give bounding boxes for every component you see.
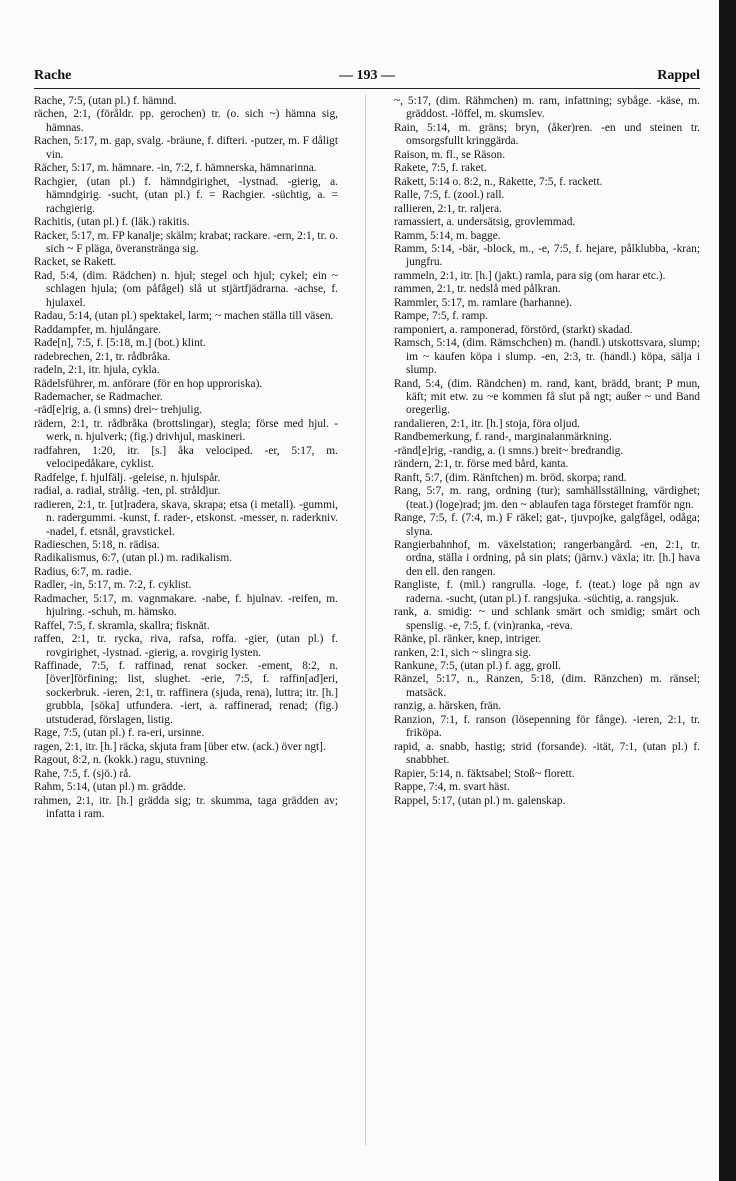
dictionary-entry: Rademacher, se Radmacher. <box>34 390 163 403</box>
dictionary-entry: Radikalismus, 6:7, (utan pl.) m. radikalism. <box>34 552 233 565</box>
dictionary-entry: Racket, se Rakett. <box>34 256 117 269</box>
dictionary-entry: Rappe, 7:4, m. svart häst. <box>394 781 510 794</box>
dictionary-entry: Rapier, 5:14, n. fäktsabel; Stoß~ florett. <box>394 767 575 780</box>
header-rule <box>34 88 700 89</box>
dictionary-entry: rallieren, 2:1, tr. raljera. <box>394 202 502 215</box>
dictionary-entry: Radieschen, 5:18, n. rädisa. <box>34 538 160 551</box>
dictionary-entry: Rangierbahnhof, m. växelstation; rangerbangård. -en, 2:1, tr. ordna, ställa i ordning, på sin plats; (järnv.) växla; itr. [h.] hava den ell. den rangen. <box>394 538 700 578</box>
dictionary-entry: Rächer, 5:17, m. hämnare. -in, 7:2, f. hämnerska, hämnarinna. <box>34 162 317 175</box>
dictionary-entry: rahmen, 2:1, itr. [h.] grädda sig; tr. skumma, taga grädden av; infatta i ram. <box>34 794 338 821</box>
dictionary-entry: Rampe, 7:5, f. ramp. <box>394 310 488 323</box>
dictionary-entry: Radmacher, 5:17, m. vagnmakare. -nabe, f. hjulnav. -reifen, m. hjulring. -schuh, m. hämsko. <box>34 592 338 619</box>
dictionary-entry: -ränd[e]rig, -randig, a. (i smns.) breit~ bredrandig. <box>394 444 624 457</box>
dictionary-entry: Rappel, 5:17, (utan pl.) m. galenskap. <box>394 794 566 807</box>
dictionary-entry: rapid, a. snabb, hastig; strid (forsande). -ität, 7:1, (utan pl.) f. snabbhet. <box>394 740 700 767</box>
page-header <box>34 68 700 88</box>
dictionary-entry: Rage, 7:5, (utan pl.) f. ra-eri, ursinne. <box>34 727 205 740</box>
dictionary-entry: radieren, 2:1, tr. [ut]radera, skava, skrapa; etsa (i metall). -gummi, n. radergummi. -kunst, f. rader-, etskonst. -messer, n. raderkniv. -nadel, f. etsnål, gravstickel. <box>34 498 338 538</box>
dictionary-entry: Rädelsführer, m. anförare (för en hop upproriska). <box>34 377 263 390</box>
dictionary-entry: randalieren, 2:1, itr. [h.] stoja, föra oljud. <box>394 417 580 430</box>
dictionary-entry: Radius, 6:7, m. radie. <box>34 565 132 578</box>
dictionary-entry: Ranzion, 7:1, f. ranson (lösepenning för fånge). -ieren, 2:1, tr. friköpa. <box>394 713 700 740</box>
dictionary-entry: rächen, 2:1, (föråldr. pp. gerochen) tr. (o. sich ~) hämna sig, hämnas. <box>34 108 338 134</box>
dictionary-entry: radebrechen, 2:1, tr. rådbråka. <box>34 350 171 363</box>
dictionary-entry: Ralle, 7:5, f. (zool.) rall. <box>394 189 505 202</box>
dictionary-entry: Rang, 5:7, m. rang, ordning (tur); samhällsställning, värdighet; (teat.) (loge)rad; jm. den ~ ablaufen taga försteget framför ngn. <box>394 485 700 511</box>
dictionary-entry: Radfelge, f. hjulfälj. -geleise, n. hjulspår. <box>34 471 221 484</box>
dictionary-entry: Rachgier, (utan pl.) f. hämndgirighet, -lystnad. -gierig, a. hämndgirig. -sucht, (utan pl.) f. = Rachgier. -süchtig, a. = rachgierig. <box>34 175 338 215</box>
dictionary-entry: Randbemerkung, f. rand-, marginalanmärkning. <box>394 431 612 444</box>
dictionary-entry: rammeln, 2:1, itr. [h.] (jakt.) ramla, para sig (om harar etc.). <box>394 269 666 282</box>
dictionary-entry: radeln, 2:1, itr. hjula, cykla. <box>34 364 160 377</box>
dictionary-entry: Raffinade, 7:5, f. raffinad, renat socker. -ement, 8:2, n. [över]förfining; list, slughet. -erie, 7:5, f. raffin[ad]eri, sockerbruk. -ieren, 2:1, tr. raffinera (sjuda, rena), luttra; itr. [h.] grubbla, [söka] utfundera. -iert, a. raffinerad, renad; (fig.) utstuderad, förslagen, listig. <box>34 660 338 726</box>
page-number: — 193 — <box>339 68 395 83</box>
dictionary-entry: ranken, 2:1, sich ~ slingra sig. <box>394 646 532 659</box>
dictionary-entry: Rand, 5:4, (dim. Rändchen) m. rand, kant, brädd, brant; P mun, käft; mit etw. zu ~e kommen få slut på ngt; außer ~ und Band oregerlig. <box>394 377 700 417</box>
dictionary-entry: radfahren, 1:20, itr. [s.] åka velociped. -er, 5:17, m. velocipedåkare, cyklist. <box>34 444 338 471</box>
dictionary-entry: Rache, 7:5, (utan pl.) f. hämnd. <box>34 95 177 107</box>
dictionary-entry: Raison, m. fl., se Räson. <box>394 148 506 161</box>
right-column <box>394 95 700 1145</box>
dictionary-entry: rank, a. smidig: ~ und schlank smärt och smidig; smärt och spenslig. -e, 7:5, f. (vin)ranka, -reva. <box>394 606 700 632</box>
dictionary-entry: ~, 5:17, (dim. Rähmchen) m. ram, infattning; sybåge. -käse, m. gräddost. -löffel, m. skumslev. <box>394 95 700 121</box>
column-divider <box>365 95 366 1145</box>
dictionary-entry: ramponiert, a. ramponerad, förstörd, (starkt) skadad. <box>394 323 633 336</box>
dictionary-entry: Rankune, 7:5, (utan pl.) f. agg, groll. <box>394 660 562 673</box>
dictionary-entry: ramassiert, a. undersätsig, grovlemmad. <box>394 216 576 229</box>
dictionary-entry: Ragout, 8:2, n. (kokk.) ragu, stuvning. <box>34 754 209 767</box>
dictionary-entry: ragen, 2:1, itr. [h.] räcka, skjuta fram [über etw. (ack.) över ngt]. <box>34 740 326 753</box>
dictionary-entry: Rahe, 7:5, f. (sjö.) rå. <box>34 767 132 780</box>
dictionary-entry: Rahm, 5:14, (utan pl.) m. grädde. <box>34 781 186 794</box>
dictionary-entry: rammen, 2:1, tr. nedslå med pålkran. <box>394 283 561 296</box>
dictionary-entry: Radau, 5:14, (utan pl.) spektakel, larm; ~ machen ställa till väsen. <box>34 310 334 323</box>
dictionary-entry: Radler, -in, 5:17, m. 7:2, f. cyklist. <box>34 579 192 592</box>
dictionary-entry: Rachen, 5:17, m. gap, svalg. -bräune, f. difteri. -putzer, m. F dåligt vin. <box>34 135 338 161</box>
header-left-guide-word: Rache <box>34 68 72 83</box>
dictionary-entry: Rammler, 5:17, m. ramlare (harhanne). <box>394 296 572 309</box>
scan-edge-shadow <box>719 0 736 1181</box>
dictionary-entry: rädern, 2:1, tr. rådbråka (brottslingar), stegla; förse med hjul. -werk, n. hjulverk; (fig.) drivhjul, maskineri. <box>34 417 338 444</box>
header-right-guide-word: Rappel <box>657 68 700 83</box>
dictionary-entry: Ränke, pl. ränker, knep, intriger. <box>394 633 542 646</box>
dictionary-entry: Range, 7:5, f. (7:4, m.) F räkel; gat-, tjuvpojke, galgfågel, odåga; slyna. <box>394 512 700 538</box>
dictionary-entry: ranzig, a. härsken, frän. <box>394 700 502 713</box>
dictionary-entry: Ramm, 5:14, -bär, -block, m., -e, 7:5, f. hejare, pålklubba, -kran; jungfru. <box>394 242 700 269</box>
dictionary-entry: -räd[e]rig, a. (i smns) drei~ trehjulig. <box>34 404 203 417</box>
dictionary-entry: Rakett, 5:14 o. 8:2, n., Rakette, 7:5, f. rackett. <box>394 175 603 188</box>
dictionary-entry: radial, a. radial, strålig. -ten, pl. stråldjur. <box>34 485 221 498</box>
dictionary-entry: Rad, 5:4, (dim. Rädchen) n. hjul; stegel och hjul; cykel; ein ~ schlagen hjula; (om påfågel) slå ut stjärtfjädrarna. -achse, f. hjulaxel. <box>34 269 338 309</box>
dictionary-entry: Raffel, 7:5, f. skramla, skallra; fisknät. <box>34 619 210 632</box>
dictionary-entry: Rakete, 7:5, f. raket. <box>394 162 487 175</box>
dictionary-entry: Rade[n], 7:5, f. [5:18, m.] (bot.) klint. <box>34 337 206 350</box>
dictionary-entry: Ramm, 5:14, m. bagge. <box>394 229 501 242</box>
dictionary-entry: raffen, 2:1, tr. rycka, riva, rafsa, roffa. -gier, (utan pl.) f. rovgirighet, -lystnad. -gierig, a. rovgirig lysten. <box>34 633 338 659</box>
dictionary-entry: Ränzel, 5:17, n., Ranzen, 5:18, (dim. Ränzchen) m. ränsel; matsäck. <box>394 673 700 699</box>
dictionary-entry: rändern, 2:1, tr. förse med bård, kanta. <box>394 458 569 471</box>
dictionary-entry: Raddampfer, m. hjulångare. <box>34 323 162 336</box>
dictionary-entry: Ranft, 5:7, (dim. Ränftchen) m. bröd. skorpa; rand. <box>394 471 627 484</box>
left-column <box>34 95 338 1145</box>
dictionary-entry: Rain, 5:14, m. gräns; bryn, (åker)ren. -en und steinen tr. omsorgsfullt kringgärda. <box>394 121 700 148</box>
dictionary-entry: Racker, 5:17, m. FP kanalje; skälm; krabat; rackare. -ern, 2:1, tr. o. sich ~ F pläga, överanstränga sig. <box>34 229 338 255</box>
dictionary-entry: Rangliste, f. (mil.) rangrulla. -loge, f. (teat.) loge på ngn av raderna. -sucht, (utan pl.) f. rangsjuka. -süchtig, a. rangsjuk. <box>394 579 700 605</box>
dictionary-entry: Ramsch, 5:14, (dim. Rämschchen) m. (handl.) utskottsvara, slump; im ~ kaufen köpa i slump. -en, 2:3, tr. (handl.) köpa, sälja i slump. <box>394 337 700 377</box>
dictionary-entry: Rachitis, (utan pl.) f. (läk.) rakitis. <box>34 216 190 229</box>
